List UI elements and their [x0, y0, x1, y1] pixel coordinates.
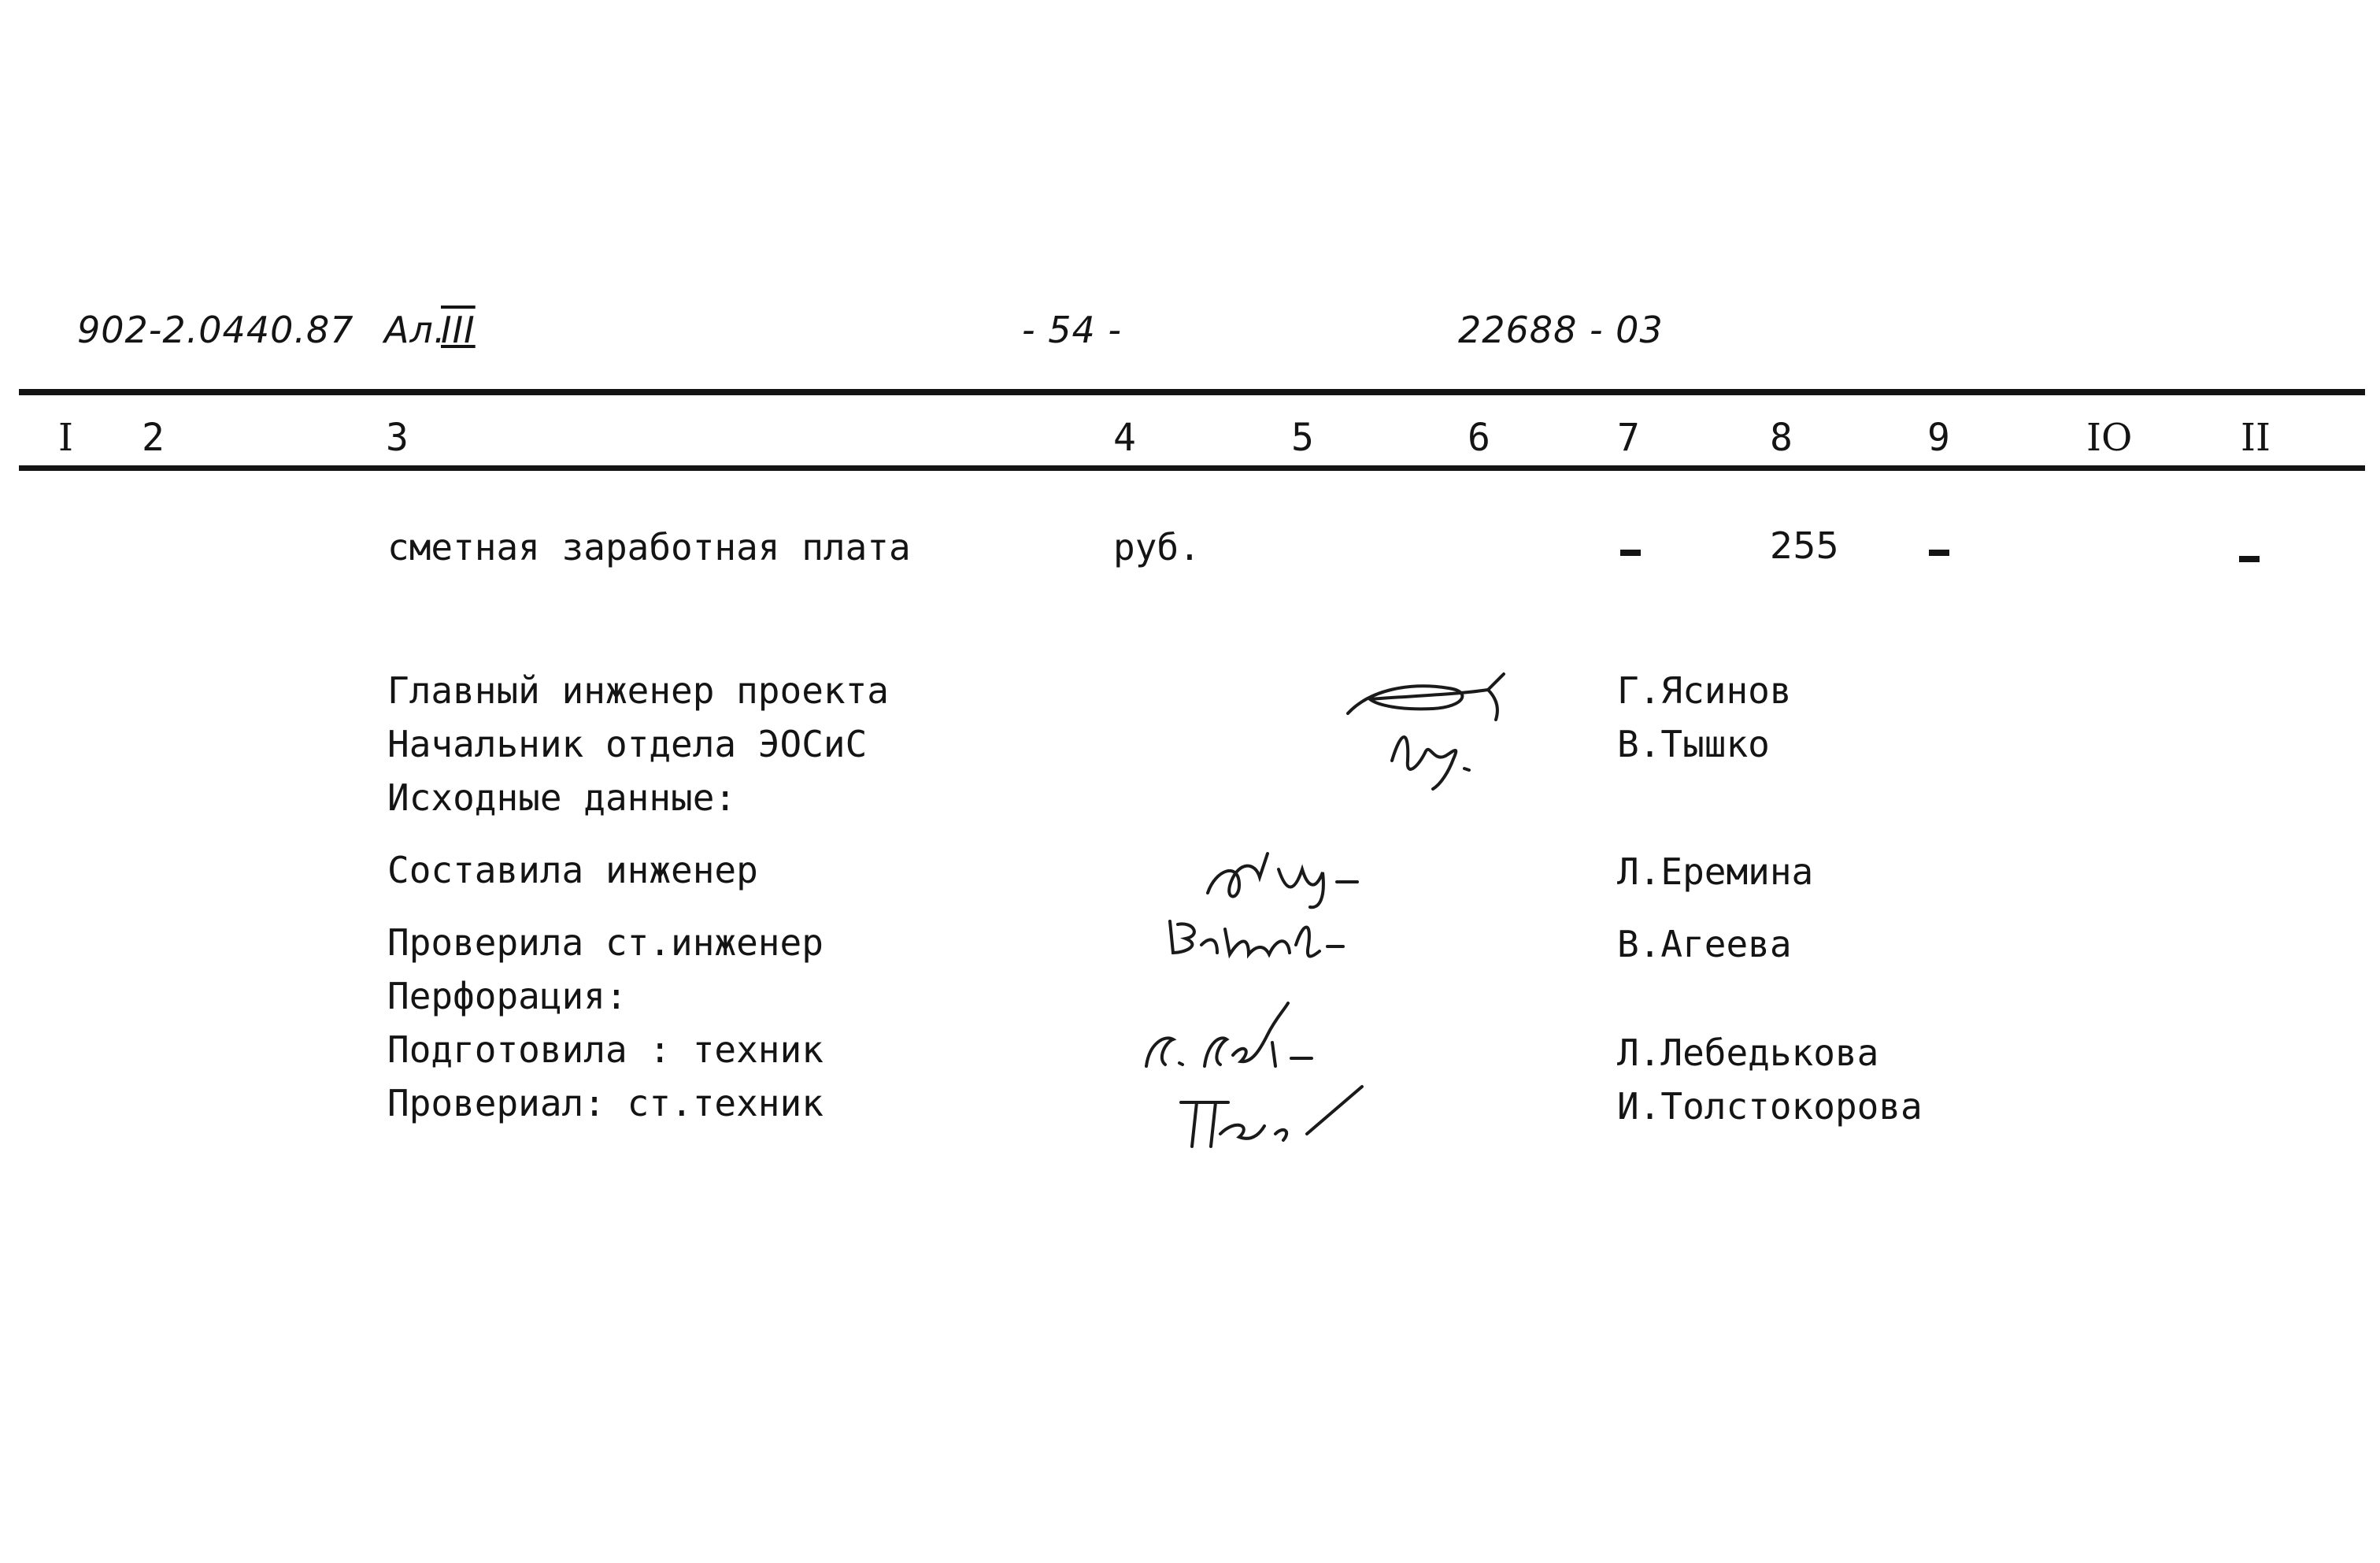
wage-row-col7-dash: [1620, 550, 1641, 556]
wage-row-col8-value: 255: [1770, 524, 1839, 567]
table-header-bottom-rule: [19, 465, 2365, 471]
page-number: - 54 -: [1022, 309, 1122, 351]
column-number-3: 3: [386, 416, 409, 460]
table-top-rule: [19, 389, 2365, 395]
sheet-label: Ал.: [384, 309, 446, 351]
name-prepared-by: Л.Лебедькова: [1617, 1032, 1879, 1074]
role-checked-by: Проверила ст.инженер: [387, 921, 824, 964]
column-number-5: 5: [1291, 416, 1314, 460]
signature-compiled-by: [1192, 838, 1373, 913]
document-code: 902-2.0440.87: [77, 309, 354, 351]
name-reviewed-by: И.Толстокорова: [1617, 1085, 1923, 1128]
column-number-1: I: [58, 416, 73, 460]
role-chief-engineer: Главный инженер проекта: [387, 669, 889, 712]
column-number-4: 4: [1113, 416, 1136, 460]
signature-reviewed-by: [1173, 1071, 1378, 1154]
document-number: 22688 - 03: [1458, 309, 1664, 351]
wage-row-col9-dash: [1929, 550, 1949, 556]
column-number-10: IO: [2086, 416, 2133, 460]
column-number-6: 6: [1468, 416, 1490, 460]
signature-checked-by: [1154, 906, 1367, 980]
column-number-7: 7: [1617, 416, 1640, 460]
signature-prepared-by: [1134, 995, 1338, 1078]
name-chief-engineer: Г.Ясинов: [1617, 669, 1792, 712]
role-compiled-by: Составила инженер: [387, 849, 758, 891]
wage-row-col11-dash: [2239, 556, 2260, 562]
column-number-8: 8: [1770, 416, 1793, 460]
signature-department-head: [1378, 713, 1504, 796]
column-number-11: II: [2241, 416, 2271, 460]
sheet-roman: III: [441, 309, 476, 351]
role-reviewed-by: Провериал: ст.техник: [387, 1082, 824, 1124]
column-number-2: 2: [142, 416, 165, 460]
column-number-9: 9: [1927, 416, 1950, 460]
role-prepared-by: Подготовила : техник: [387, 1028, 824, 1071]
wage-row-name: сметная заработная плата: [387, 526, 911, 569]
name-department-head: В.Тышко: [1617, 723, 1770, 765]
name-checked-by: В.Агеева: [1617, 923, 1792, 965]
role-department-head: Начальник отдела ЭОСиС: [387, 723, 868, 765]
wage-row-unit: руб.: [1113, 526, 1201, 569]
role-source-data-heading: Исходные данные:: [387, 776, 737, 819]
name-compiled-by: Л.Еремина: [1617, 850, 1814, 893]
role-perforation-heading: Перфорация:: [387, 975, 627, 1017]
